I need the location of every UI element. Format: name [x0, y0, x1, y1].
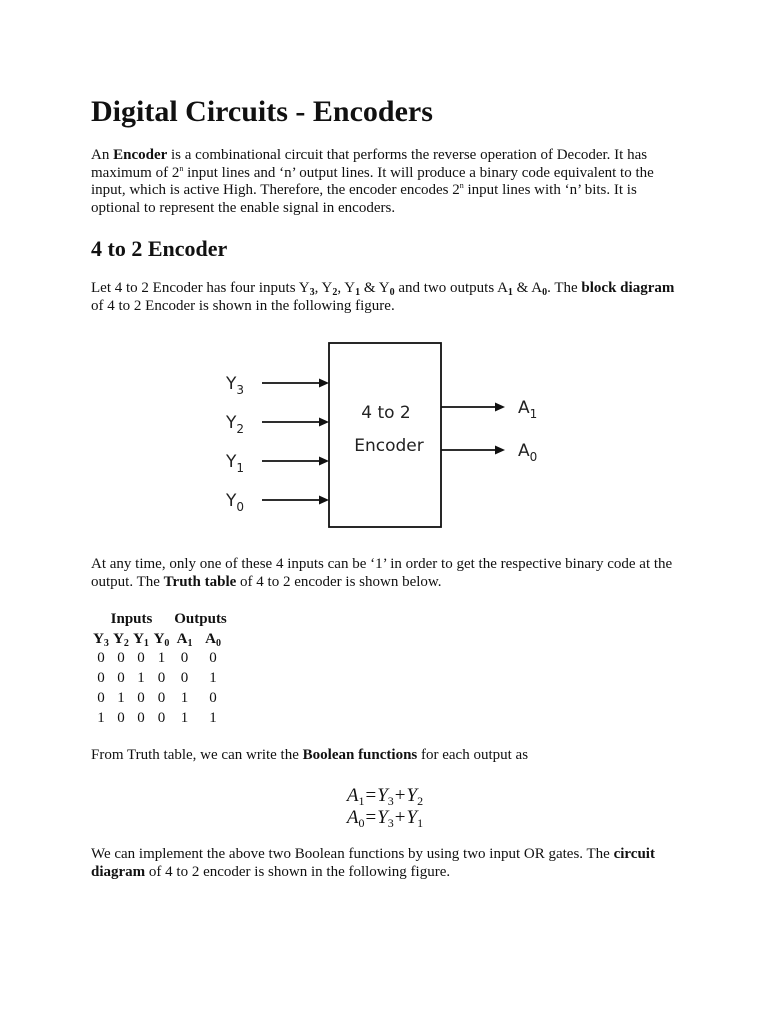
block-diagram [200, 330, 560, 540]
block-label-line2: Encoder [354, 436, 424, 456]
table-cell: 1 [209, 709, 217, 726]
label-subscript: 3 [236, 383, 245, 397]
encoder-block [329, 343, 441, 527]
paragraph-line [91, 574, 672, 592]
superscript-exponent: n [179, 163, 184, 173]
equation-operator: + [394, 807, 406, 828]
table-cell: 1 [117, 689, 125, 706]
subscript: 0 [542, 287, 548, 298]
output-arrow-a1 [441, 403, 505, 412]
paragraph-line [91, 556, 672, 574]
equation-a0 [285, 807, 485, 829]
input-arrow-y2 [262, 418, 329, 427]
paragraph-line [91, 298, 674, 316]
table-cell: 0 [117, 670, 125, 687]
column-subscript: 2 [123, 637, 129, 649]
column-subscript: 1 [143, 637, 149, 649]
text-run: of 4 to 2 Encoder is shown in the following figure. [91, 297, 395, 314]
paragraph-line [91, 864, 655, 882]
column-header-y3 [91, 630, 111, 650]
table-cell: 1 [97, 709, 105, 726]
block-label-line1: 4 to 2 [361, 403, 411, 423]
column-header-y0 [151, 630, 172, 650]
label-subscript: 1 [529, 407, 538, 421]
subscript: 3 [309, 287, 315, 298]
label-letter: A [518, 441, 530, 461]
input-arrow-y0 [262, 496, 329, 505]
text-run: optional to represent the enable signal in encoders. [91, 200, 396, 217]
bold-term-encoder: Encoder [113, 147, 168, 163]
page-title: Digital Circuits - Encoders [91, 95, 433, 128]
table-cell: 0 [137, 650, 145, 667]
input-arrow-y1 [262, 457, 329, 466]
table-cell: 0 [97, 670, 105, 687]
bold-term-diagram: diagram [91, 863, 146, 880]
superscript-exponent: n [459, 181, 464, 191]
input-label-y2 [225, 413, 244, 436]
equation-variable: A [346, 807, 359, 828]
bold-term-boolean-functions: Boolean functions [302, 747, 418, 763]
intro-paragraph [91, 147, 654, 218]
boolean-functions-intro [91, 747, 528, 765]
table-cell: 0 [180, 650, 189, 667]
table-cell: 0 [117, 709, 125, 726]
label-letter: Y [226, 452, 237, 472]
label-subscript: 1 [236, 461, 245, 475]
inputs-header: Inputs [110, 611, 153, 627]
text-run: & A [512, 280, 543, 296]
label-subscript: 0 [236, 500, 245, 514]
text-run: for each output as [417, 747, 529, 763]
output-arrow-a0 [441, 446, 505, 455]
input-arrow-y3 [262, 379, 329, 388]
arrowhead [319, 379, 329, 388]
bold-term-circuit: circuit [613, 846, 655, 862]
text-run: is a combinational circuit that performs the reverse operation of Decoder. It has [167, 147, 648, 163]
column-letter: Y [93, 630, 104, 647]
paragraph-line [91, 200, 654, 218]
subscript: 1 [355, 287, 361, 298]
label-subscript: 2 [236, 422, 245, 436]
table-cell: 0 [180, 670, 189, 687]
column-subscript: 1 [187, 637, 193, 649]
table-cell: 0 [157, 670, 166, 687]
bold-term-truth-table: Truth table [163, 573, 237, 590]
section-heading: 4 to 2 Encoder [91, 236, 228, 261]
text-run: We can implement the above two Boolean functions by using two input OR gates. The [91, 846, 614, 862]
label-letter: A [518, 398, 530, 418]
text-run: Let 4 to 2 Encoder has four inputs Y [91, 280, 310, 296]
equation-operator: = [365, 807, 377, 828]
equation-subscript: 3 [387, 794, 394, 808]
block-diagram-intro [91, 280, 674, 315]
column-letter: Y [153, 630, 165, 647]
column-letter: A [176, 630, 188, 647]
equation-operator: = [365, 785, 377, 806]
text-run: input lines with ‘n’ bits. It is [463, 182, 637, 199]
text-run: , Y [314, 280, 333, 296]
table-cell: 0 [137, 689, 145, 706]
column-letter: A [205, 630, 216, 647]
column-letter: Y [113, 630, 124, 647]
arrowhead [319, 496, 329, 505]
output-label-a1 [518, 398, 537, 421]
label-letter: Y [226, 413, 237, 433]
equation-variable: A [346, 785, 359, 806]
table-cell: 0 [117, 650, 125, 667]
paragraph-line [91, 846, 655, 864]
table-row [91, 689, 229, 709]
table-cell: 1 [137, 670, 145, 687]
column-header-y1 [131, 630, 151, 650]
equation-subscript: 1 [417, 816, 424, 830]
table-cell: 0 [209, 689, 217, 706]
table-cell: 1 [157, 650, 166, 667]
text-run: & Y [360, 280, 390, 296]
text-run: . The [547, 280, 582, 296]
column-subscript: 0 [164, 637, 170, 649]
paragraph-line [91, 165, 654, 183]
table-row [91, 649, 229, 669]
text-run: An [91, 147, 114, 163]
table-cell: 0 [209, 650, 217, 667]
column-subscript: 3 [103, 637, 109, 649]
equation-subscript: 0 [358, 816, 365, 830]
text-run: output. The [91, 573, 164, 590]
text-run: , Y [337, 280, 356, 296]
bold-term-block-diagram: block diagram [581, 280, 675, 296]
paragraph-line [91, 182, 654, 200]
table-row [91, 669, 229, 689]
column-header-row [91, 630, 229, 650]
column-header-a0 [197, 630, 229, 650]
column-letter: Y [133, 630, 144, 647]
equation-variable: Y [406, 785, 418, 806]
table-cell: 1 [209, 670, 217, 687]
text-run: From Truth table, we can write the [91, 747, 303, 763]
equation-variable: Y [406, 807, 418, 828]
table-cell: 0 [157, 709, 166, 726]
table-row [91, 709, 229, 729]
equation-subscript: 1 [358, 794, 365, 808]
equation-variable: Y [377, 807, 388, 828]
table-cell: 0 [157, 689, 166, 706]
table-cell: 0 [97, 650, 105, 667]
truth-table [91, 610, 229, 728]
table-cell: 1 [180, 689, 189, 706]
boolean-equations [285, 785, 485, 829]
equation-variable: Y [377, 785, 388, 806]
equation-a1 [285, 785, 485, 807]
text-run: of 4 to 2 encoder is shown in the following figure. [145, 863, 451, 880]
paragraph-line [91, 747, 528, 765]
input-label-y0 [225, 491, 244, 514]
label-letter: Y [226, 491, 237, 511]
arrowhead [319, 457, 329, 466]
subscript: 1 [507, 287, 513, 298]
input-label-y3 [225, 374, 244, 397]
subscript: 0 [389, 287, 395, 298]
text-run: input, which is active High. Therefore, the encoder encodes 2 [91, 182, 460, 199]
input-label-y1 [225, 452, 244, 475]
arrowhead [495, 403, 505, 412]
subscript: 2 [332, 287, 338, 298]
table-cell: 0 [137, 709, 145, 726]
table-cell: 1 [180, 709, 189, 726]
paragraph-line [91, 147, 654, 165]
text-run: maximum of 2 [91, 164, 180, 181]
paragraph-line [91, 280, 674, 298]
text-run: of 4 to 2 encoder is shown below. [236, 573, 442, 590]
label-subscript: 0 [529, 450, 538, 464]
arrowhead [495, 446, 505, 455]
output-label-a0 [518, 441, 537, 464]
text-run: and two outputs A [394, 280, 508, 296]
table-cell: 0 [97, 689, 105, 706]
equation-subscript: 2 [417, 794, 424, 808]
arrowhead [319, 418, 329, 427]
column-header-a1 [172, 630, 197, 650]
equation-operator: + [394, 785, 406, 806]
circuit-diagram-intro [91, 846, 655, 881]
label-letter: Y [226, 374, 237, 394]
column-subscript: 0 [215, 637, 221, 649]
truth-table-intro [91, 556, 672, 591]
outputs-header: Outputs [174, 611, 227, 627]
equation-subscript: 3 [387, 816, 394, 830]
column-header-y2 [111, 630, 131, 650]
group-header-row [91, 610, 229, 630]
text-run: input lines and ‘n’ output lines. It will produce a binary code equivalent to the [183, 164, 654, 181]
text-run: At any time, only one of these 4 inputs can be ‘1’ in order to get the respective binary code at the [91, 556, 673, 572]
